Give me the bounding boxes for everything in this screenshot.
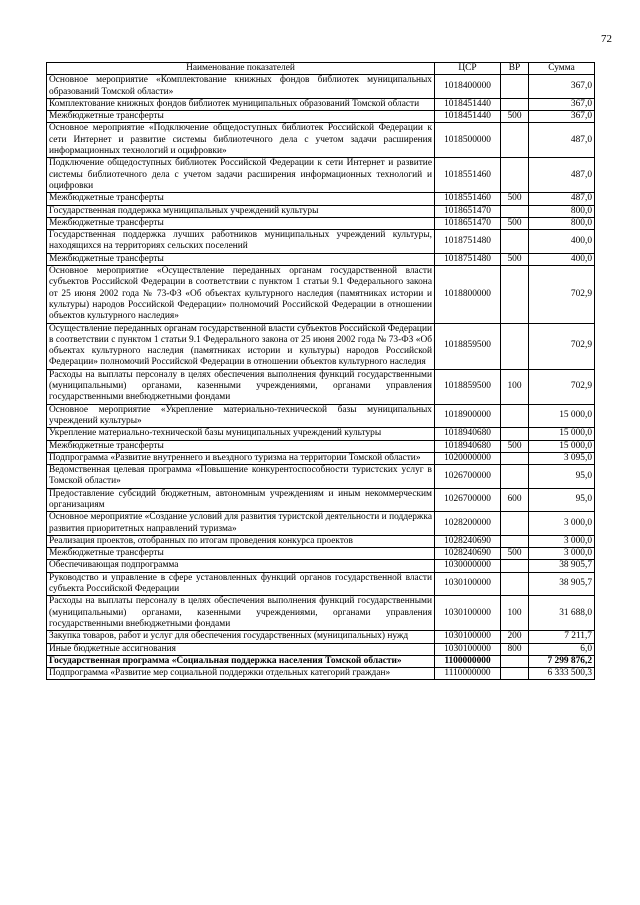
cell-sum: 7 299 876,2: [529, 655, 595, 667]
cell-code: 1018800000: [435, 266, 501, 323]
cell-sum: 6 333 500,3: [529, 668, 595, 680]
cell-sum: 367,0: [529, 98, 595, 110]
cell-code: 1018859500: [435, 323, 501, 369]
cell-name: Межбюджетные трансферты: [47, 193, 435, 205]
cell-sum: 15 000,0: [529, 440, 595, 452]
cell-vr: [501, 266, 529, 323]
cell-code: 1110000000: [435, 668, 501, 680]
table-row: [47, 75, 595, 99]
cell-code: 1028240690: [435, 548, 501, 560]
cell-vr: 100: [501, 369, 529, 404]
cell-vr: [501, 230, 529, 254]
cell-vr: [501, 98, 529, 110]
cell-code: 1018500000: [435, 123, 501, 158]
cell-name: Государственная программа «Социальная поддержка населения Томской области»: [47, 655, 435, 667]
cell-name: Комплектование книжных фондов библиотек муниципальных образований Томской области: [47, 98, 435, 110]
cell-code: 1018751480: [435, 253, 501, 265]
cell-name: Расходы на выплаты персоналу в целях обеспечения выполнения функций государственными (муниципальными) органами, казенными учреждениями, органами управления государственными внебюджетными фондами: [47, 369, 435, 404]
table-row: [47, 158, 595, 193]
cell-vr: [501, 452, 529, 464]
cell-vr: [501, 158, 529, 193]
cell-sum: 400,0: [529, 253, 595, 265]
cell-vr: [501, 668, 529, 680]
table-row: [47, 440, 595, 452]
cell-sum: 487,0: [529, 123, 595, 158]
cell-sum: 95,0: [529, 488, 595, 512]
cell-code: 1100000000: [435, 655, 501, 667]
cell-sum: 3 095,0: [529, 452, 595, 464]
cell-code: 1028200000: [435, 512, 501, 536]
cell-sum: 6,0: [529, 643, 595, 655]
cell-name: Реализация проектов, отобранных по итогам проведения конкурса проектов: [47, 535, 435, 547]
cell-name: Межбюджетные трансферты: [47, 548, 435, 560]
cell-sum: 31 688,0: [529, 596, 595, 631]
cell-code: 1018451440: [435, 98, 501, 110]
cell-code: 1020000000: [435, 452, 501, 464]
cell-vr: [501, 465, 529, 489]
table-row: [47, 655, 595, 667]
table-row: [47, 631, 595, 643]
cell-vr: 500: [501, 193, 529, 205]
cell-name: Иные бюджетные ассигнования: [47, 643, 435, 655]
header-sum: Сумма: [529, 63, 595, 75]
table-row: [47, 535, 595, 547]
cell-name: Предоставление субсидий бюджетным, автономным учреждениям и иным некоммерческим организациям: [47, 488, 435, 512]
table-row: [47, 452, 595, 464]
cell-code: 1030100000: [435, 572, 501, 596]
cell-sum: 3 000,0: [529, 548, 595, 560]
cell-vr: 600: [501, 488, 529, 512]
cell-name: Закупка товаров, работ и услуг для обеспечения государственных (муниципальных) нужд: [47, 631, 435, 643]
cell-sum: 15 000,0: [529, 428, 595, 440]
cell-name: Государственная поддержка лучших работников муниципальных учреждений культуры, находящихся на территориях сельских поселений: [47, 230, 435, 254]
table-row: [47, 560, 595, 572]
cell-sum: 38 905,7: [529, 560, 595, 572]
cell-name: Подпрограмма «Развитие мер социальной поддержки отдельных категорий граждан»: [47, 668, 435, 680]
cell-name: Основное мероприятие «Осуществление переданных органам государственной власти субъектов Российской Федерации в соответствии с пунктом 1 статьи 9.1 Федерального закона от 25 июня 2002 года № 73-ФЗ «Об объектах культурного наследия (памятниках истории и культуры) народов Российской Федерации» полномочий Российской Федерации в отношении объектов культурного наследия»: [47, 266, 435, 323]
cell-vr: [501, 428, 529, 440]
table-row: [47, 111, 595, 123]
cell-vr: [501, 512, 529, 536]
cell-code: 1028240690: [435, 535, 501, 547]
cell-code: 1030100000: [435, 631, 501, 643]
cell-sum: 3 000,0: [529, 512, 595, 536]
cell-code: 1018940680: [435, 428, 501, 440]
cell-sum: 702,9: [529, 266, 595, 323]
table-row: [47, 488, 595, 512]
cell-name: Межбюджетные трансферты: [47, 217, 435, 229]
cell-code: 1018551460: [435, 193, 501, 205]
table-row: [47, 205, 595, 217]
cell-vr: [501, 572, 529, 596]
cell-vr: [501, 560, 529, 572]
cell-code: 1018651470: [435, 217, 501, 229]
header-code: ЦСР: [435, 63, 501, 75]
table-row: [47, 193, 595, 205]
cell-vr: [501, 323, 529, 369]
table-row: [47, 217, 595, 229]
table-row: [47, 465, 595, 489]
table-row: [47, 572, 595, 596]
cell-code: 1018551460: [435, 158, 501, 193]
table-row: [47, 428, 595, 440]
cell-code: 1030100000: [435, 596, 501, 631]
cell-name: Межбюджетные трансферты: [47, 111, 435, 123]
cell-sum: 487,0: [529, 158, 595, 193]
table-body: [47, 75, 595, 680]
cell-vr: [501, 75, 529, 99]
cell-name: Ведомственная целевая программа «Повышение конкурентоспособности туристских услуг в Томской области»: [47, 465, 435, 489]
table-header-row: [47, 63, 595, 75]
cell-code: 1030000000: [435, 560, 501, 572]
cell-vr: [501, 404, 529, 428]
cell-code: 1026700000: [435, 488, 501, 512]
table-row: [47, 123, 595, 158]
cell-name: Основное мероприятие «Укрепление материально-технической базы муниципальных учреждений культуры»: [47, 404, 435, 428]
cell-code: 1018940680: [435, 440, 501, 452]
cell-vr: 500: [501, 217, 529, 229]
cell-name: Обеспечивающая подпрограмма: [47, 560, 435, 572]
cell-sum: 15 000,0: [529, 404, 595, 428]
cell-code: 1018451440: [435, 111, 501, 123]
cell-name: Подпрограмма «Развитие внутреннего и въездного туризма на территории Томской области»: [47, 452, 435, 464]
cell-vr: [501, 123, 529, 158]
header-name: Наименование показателей: [47, 63, 435, 75]
cell-sum: 7 211,7: [529, 631, 595, 643]
cell-name: Руководство и управление в сфере установленных функций органов государственной власти субъекта Российской Федерации: [47, 572, 435, 596]
table-row: [47, 512, 595, 536]
cell-name: Межбюджетные трансферты: [47, 253, 435, 265]
table-row: [47, 596, 595, 631]
header-vr: ВР: [501, 63, 529, 75]
cell-vr: 500: [501, 548, 529, 560]
page-number: 72: [601, 33, 612, 45]
cell-sum: 702,9: [529, 369, 595, 404]
cell-code: 1026700000: [435, 465, 501, 489]
table-row: [47, 548, 595, 560]
table-row: [47, 369, 595, 404]
cell-sum: 3 000,0: [529, 535, 595, 547]
cell-vr: 500: [501, 253, 529, 265]
cell-sum: 400,0: [529, 230, 595, 254]
cell-vr: 200: [501, 631, 529, 643]
cell-name: Основное мероприятие «Подключение общедоступных библиотек Российской Федерации к сети Интернет и развитие системы библиотечного дела с учетом задачи расширения информационных технологий и оцифровки»: [47, 123, 435, 158]
table-row: [47, 404, 595, 428]
cell-sum: 702,9: [529, 323, 595, 369]
cell-sum: 800,0: [529, 217, 595, 229]
cell-vr: [501, 655, 529, 667]
cell-name: Расходы на выплаты персоналу в целях обеспечения выполнения функций государственными (муниципальными) органами, казенными учреждениями, органами управления государственными внебюджетными фондами: [47, 596, 435, 631]
cell-sum: 38 905,7: [529, 572, 595, 596]
cell-name: Основное мероприятие «Комплектование книжных фондов библиотек муниципальных образований Томской области»: [47, 75, 435, 99]
table-row: [47, 230, 595, 254]
cell-name: Подключение общедоступных библиотек Российской Федерации к сети Интернет и развитие системы библиотечного дела с учетом задачи расширения информационных технологий и оцифровки: [47, 158, 435, 193]
cell-name: Укрепление материально-технической базы муниципальных учреждений культуры: [47, 428, 435, 440]
cell-name: Основное мероприятие «Создание условий для развития туристской деятельности и поддержка развития приоритетных направлений туризма»: [47, 512, 435, 536]
cell-sum: 367,0: [529, 75, 595, 99]
cell-vr: 500: [501, 111, 529, 123]
cell-code: 1018751480: [435, 230, 501, 254]
cell-code: 1030100000: [435, 643, 501, 655]
cell-vr: 800: [501, 643, 529, 655]
cell-sum: 487,0: [529, 193, 595, 205]
cell-vr: [501, 535, 529, 547]
cell-code: 1018651470: [435, 205, 501, 217]
cell-vr: 100: [501, 596, 529, 631]
budget-table: [46, 62, 595, 680]
table-row: [47, 253, 595, 265]
table-row: [47, 668, 595, 680]
table-row: [47, 266, 595, 323]
cell-vr: 500: [501, 440, 529, 452]
cell-name: Осуществление переданных органам государственной власти субъектов Российской Федерации в соответствии с пунктом 1 статьи 9.1 Федерального закона от 25 июня 2002 года № 73-ФЗ «Об объектах культурного наследия (памятниках истории и культуры) народов Российской Федерации» полномочий Российской Федерации в отношении объектов культурного наследия: [47, 323, 435, 369]
cell-sum: 95,0: [529, 465, 595, 489]
cell-vr: [501, 205, 529, 217]
cell-code: 1018900000: [435, 404, 501, 428]
table-row: [47, 643, 595, 655]
table-row: [47, 98, 595, 110]
cell-name: Межбюджетные трансферты: [47, 440, 435, 452]
cell-sum: 800,0: [529, 205, 595, 217]
cell-name: Государственная поддержка муниципальных учреждений культуры: [47, 205, 435, 217]
cell-code: 1018400000: [435, 75, 501, 99]
table-row: [47, 323, 595, 369]
cell-sum: 367,0: [529, 111, 595, 123]
cell-code: 1018859500: [435, 369, 501, 404]
